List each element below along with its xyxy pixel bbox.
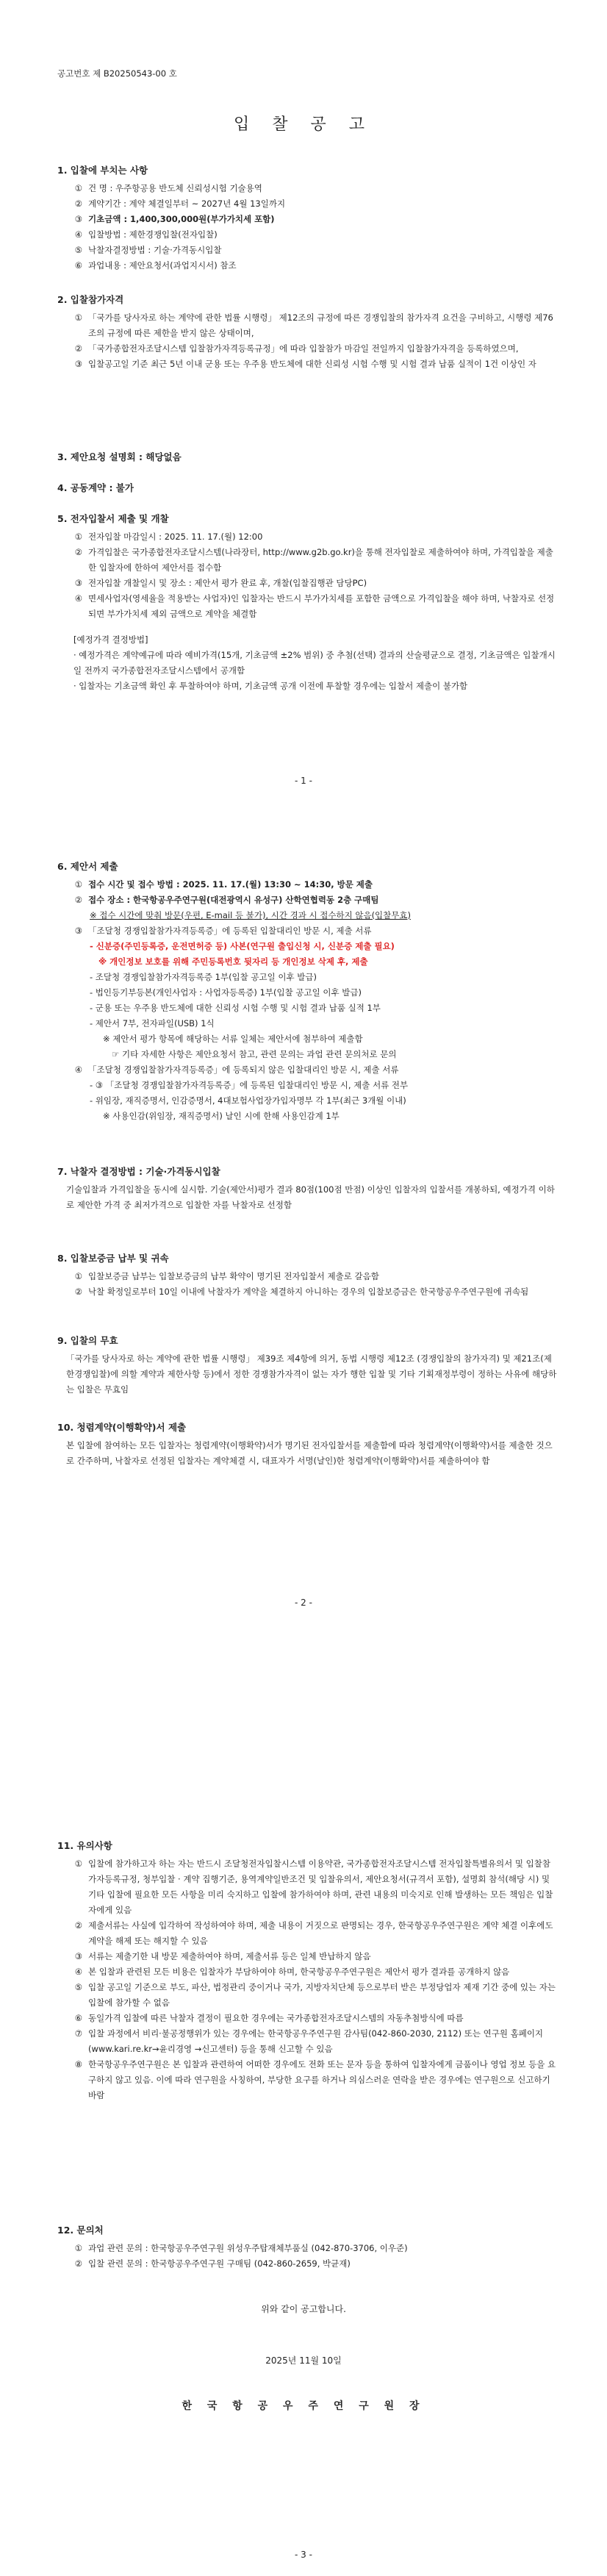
list-item: - 조달청 경쟁입찰참가자격등록증 1부(입찰 공고일 이후 발급) (90, 972, 317, 982)
note: ☞ 기타 자세한 사항은 제안요청서 참고, 관련 문의는 과업 관련 문의처로 문의 (112, 1049, 397, 1059)
document-title: 입 찰 공 고 (234, 115, 373, 134)
section-1 (57, 163, 557, 273)
section-6 (57, 859, 557, 1124)
list-item: ④ 본 입찰과 관련된 모든 비용은 입찰자가 부담하여야 하며, 한국항공우주연구원은 제안서 평가 결과를 공개하지 않음 (74, 1967, 510, 1977)
page-2 (0, 859, 607, 1717)
list-item: ② 계약기간 : 계약 체결일부터 ~ 2027년 4월 13일까지 (74, 198, 286, 209)
section-9-body: 「국가를 당사자로 하는 계약에 관한 법률 시행령」 제39조 제4항에 의거, 동법 시행령 제12조 (경쟁입찰의 참가자격) 및 제21조(제한경쟁입찰)에 의할 계약과 제한사항 등)에서 정한 경쟁참가자격이 없는 자가 행한 입찰 및 기타 기획재정부령이 정하는 사유에 해당하는 입찰은 무효임 (66, 1353, 557, 1395)
price-method-item: · 예정가격은 계약예규에 따라 예비가격(15개, 기초금액 ±2% 범위) 중 추첨(선택) 결과의 산술평균으로 결정, 기초금액은 입찰개시일 전까지 국가종합전자조달시스템에서 공개함 (73, 650, 556, 676)
list-item: ② 입찰 관련 문의 : 한국항공우주연구원 구매팀 (042-860-2659, 박균재) (74, 2258, 351, 2269)
list-item: ② 「국가종합전자조달시스템 입찰참가자격등록규정」에 따라 입찰참가 마감일 전일까지 입찰참가자격을 등록하였으며, (74, 343, 519, 354)
list-item: ③ 서류는 제출기한 내 방문 제출하여야 하며, 제출서류 등은 일체 반납하지 않음 (74, 1951, 371, 1961)
section-5 (57, 512, 557, 694)
list-item: ⑧ 한국항공우주연구원은 본 입찰과 관련하여 어떠한 경우에도 전화 또는 문자 등을 통하여 입찰자에게 금품이나 영업 정보 등을 요구하지 않고 있음. 이에 따라 연구원을 사칭하여, 부당한 요구를 하거나 의심스러운 연락을 받은 경우에는 연구원으로 신고하기 바람 (74, 2059, 556, 2100)
note: ※ 제안서 평가 항목에 해당하는 서류 일체는 제안서에 첨부하여 제출함 (103, 1034, 363, 1044)
list-item: ③ 기초금액 : 1,400,300,000원(부가가치세 포함) (74, 214, 275, 224)
list-item: - 위임장, 재직증명서, 인감증명서, 4대보험사업장가입자명부 각 1부(최근 3개월 이내) (90, 1095, 406, 1106)
list-item: - 법인등기부등본(개인사업자 : 사업자등록증) 1부(입찰 공고일 이후 발급) (90, 987, 362, 998)
section-7 (57, 1164, 557, 1213)
section-9-heading: 9. 입찰의 무효 (57, 1335, 118, 1346)
page-3 (0, 1717, 607, 2576)
section-3-heading: 3. 제안요청 설명회 : 해당없음 (57, 451, 182, 462)
section-7-heading: 7. 낙찰자 결정방법 : 기술·가격동시입찰 (57, 1166, 220, 1177)
list-item: ① 전자입찰 마감일시 : 2025. 11. 17.(월) 12:00 (74, 532, 263, 542)
section-6-heading: 6. 제안서 제출 (57, 861, 118, 872)
section-10-body: 본 입찰에 참여하는 모든 입찰자는 청렴계약(이행확약)서가 명기된 전자입찰서를 제출함에 따라 청렴계약(이행확약)서를 제출한 것으로 간주하며, 낙찰자로 선정된 입찰자는 계약체결 시, 대표자가 서명(날인)한 청렴계약(이행확약)서를 제출하여야 함 (66, 1440, 553, 1466)
section-11-heading: 11. 유의사항 (57, 1840, 112, 1851)
section-9 (57, 1334, 557, 1398)
list-item: - 군용 또는 우주용 반도체에 대한 신뢰성 시험 수행 및 시험 결과 납품 실적 1부 (90, 1003, 381, 1013)
list-item: ③ 「조달청 경쟁입찰참가자격등록증」에 등록된 입찰대리인 방문 시, 제출 서류 (74, 926, 372, 936)
section-12-heading: 12. 문의처 (57, 2225, 104, 2236)
section-2-heading: 2. 입찰참가자격 (57, 294, 124, 305)
section-5-heading: 5. 전자입찰서 제출 및 개찰 (57, 513, 169, 524)
list-item: ① 입찰보증금 납부는 입찰보증금의 납부 확약이 명기된 전자입찰서 제출로 갈음함 (74, 1271, 379, 1281)
closing-text: 위와 같이 공고합니다. (261, 2304, 346, 2314)
section-1-heading: 1. 입찰에 부치는 사항 (57, 165, 148, 176)
section-4-heading: 4. 공동계약 : 불가 (57, 482, 134, 493)
list-item: ① 건 명 : 우주항공용 반도체 신뢰성시험 기술용역 (74, 183, 262, 193)
list-item: ③ 입찰공고일 기준 최근 5년 이내 군용 또는 우주용 반도체에 대한 신뢰성 시험 수행 및 시험 결과 납품 실적이 1건 이상인 자 (74, 359, 536, 369)
section-3 (57, 450, 557, 468)
price-method-title: [예정가격 결정방법] (73, 634, 148, 645)
section-4 (57, 481, 557, 498)
issuer-name: 한 국 항 공 우 주 연 구 원 장 (182, 2400, 425, 2412)
section-11 (57, 1839, 557, 2103)
price-method-box (57, 632, 557, 694)
list-item: ③ 전자입찰 개찰일시 및 장소 : 제안서 평가 완료 후, 개찰(입찰집행관 담당PC) (74, 578, 367, 588)
price-method-item: · 입찰자는 기초금액 확인 후 투찰하여야 하며, 기초금액 공개 이전에 투찰할 경우에는 입찰서 제출이 불가함 (73, 681, 468, 691)
section-8-heading: 8. 입찰보증금 납부 및 귀속 (57, 1253, 169, 1264)
list-item: ⑤ 입찰 공고일 기준으로 부도, 파산, 법정관리 중이거나 국가, 지방자치단체 등으로부터 받은 부정당업자 제재 기간 중에 있는 자는 입찰에 참가할 수 없음 (74, 1982, 556, 2008)
page-number: - 2 - (295, 1598, 312, 1608)
list-item: ⑥ 과업내용 : 제안요청서(과업지시서) 참조 (74, 260, 237, 271)
list-item: ⑥ 동일가격 입찰에 따른 낙찰자 결정이 필요한 경우에는 국가종합전자조달시스템의 자동추첨방식에 따름 (74, 2013, 464, 2023)
list-item: ④ 면세사업자(영세율을 적용받는 사업자)인 입찰자는 반드시 부가가치세를 포함한 금액으로 가격입찰을 해야 하며, 낙찰자로 선정되면 부가가치세 제외 금액으로 계약을 체결함 (74, 593, 555, 619)
section-8 (57, 1251, 557, 1300)
list-item: ① 입찰에 참가하고자 하는 자는 반드시 조달청전자입찰시스템 이용약관, 국가종합전자조달시스템 전자입찰특별유의서 및 입찰참가자등록규정, 청부입찰 · 계약 집행기준, 용역계약일반조건 및 입찰유의서, 제안요청서(규격서 포함), 설명회 참석(해당 시) 및 기타 입찰에 필요한 모든 사항을 미리 숙지하고 입찰에 참가하여야 하며, 관련 내용의 미숙지로 인해 발생하는 모든 책임은 입찰자에게 있음 (74, 1858, 553, 1915)
note: ※ 접수 시간에 맞춰 방문(우편, E-mail 등 불가), 시간 경과 시 접수하지 않음(입찰무효) (90, 910, 411, 920)
list-item: ④ 입찰방법 : 제한경쟁입찰(전자입찰) (74, 229, 218, 240)
section-12 (57, 2223, 557, 2272)
list-item: ① 접수 시간 및 접수 방법 : 2025. 11. 17.(월) 13:30 ~ 14:30, 방문 제출 (74, 879, 373, 890)
list-item: ② 가격입찰은 국가종합전자조달시스템(나라장터, http://www.g2b.go.kr)을 통해 전자입찰로 제출하여야 하며, 가격입찰을 제출한 입찰자에 한하여 제안서를 접수함 (74, 547, 553, 573)
page-1 (0, 0, 607, 859)
list-item: ① 「국가를 당사자로 하는 계약에 관한 법률 시행령」 제12조의 규정에 따른 경쟁입찰의 참가자격 요건을 구비하고, 시행령 제76조의 규정에 따른 제한을 받지 않은 상태이며, (74, 312, 553, 338)
section-10-heading: 10. 청렴계약(이행확약)서 제출 (57, 1422, 187, 1433)
list-item: - 제안서 7부, 전자파일(USB) 1식 (90, 1018, 215, 1028)
section-2 (57, 293, 557, 372)
note: ※ 사용인감(위임장, 재직증명서) 날인 시에 한해 사용인감계 1부 (103, 1111, 340, 1121)
page-number: - 1 - (295, 776, 312, 786)
list-item: ⑤ 낙찰자결정방법 : 기술·가격동시입찰 (74, 245, 222, 255)
list-item: - ③ 「조달청 경쟁입찰참가자격등록증」에 등록된 입찰대리인 방문 시, 제출 서류 전부 (90, 1080, 409, 1090)
list-item: ② 제출서류는 사실에 입각하여 작성하여야 하며, 제출 내용이 거짓으로 판명되는 경우, 한국항공우주연구원은 계약 체결 이후에도 계약을 해제 또는 해지할 수 있음 (74, 1920, 553, 1946)
list-item: ④ 「조달청 경쟁입찰참가자격등록증」에 등록되지 않은 입찰대리인 방문 시, 제출 서류 (74, 1065, 399, 1075)
section-7-body: 기술입찰과 가격입찰을 동시에 실시함. 기술(제안서)평가 결과 80점(100점 만점) 이상인 입찰자의 입찰서를 개봉하되, 예정가격 이하로 제안한 가격 중 최저가격으로 입찰한 자를 낙찰자로 선정함 (66, 1184, 555, 1210)
page-number: - 3 - (295, 2550, 312, 2560)
list-item: ② 낙찰 확정일로부터 10일 이내에 낙찰자가 계약을 체결하지 아니하는 경우의 입찰보증금은 한국항공우주연구원에 귀속됨 (74, 1287, 529, 1297)
announcement-date: 2025년 11월 10일 (265, 2355, 342, 2366)
list-item: ① 과업 관련 문의 : 한국항공우주연구원 위성우주탑재체부품실 (042-870-3706, 이우준) (74, 2243, 408, 2253)
notice-number: 공고번호 제 B20250543-00 호 (57, 68, 177, 79)
note-red: ※ 개인정보 보호를 위해 주민등록번호 뒷자리 등 개인정보 삭제 후, 제출 (98, 956, 368, 967)
section-10 (57, 1420, 557, 1469)
note-red: - 신분증(주민등록증, 운전면허증 등) 사본(연구원 출입신청 시, 신분증 제출 필요) (90, 941, 395, 951)
list-item: ② 접수 장소 : 한국항공우주연구원(대전광역시 유성구) 산학연협력동 2층 구매팀 (74, 895, 379, 905)
list-item: ⑦ 입찰 과정에서 비리·불공정행위가 있는 경우에는 한국항공우주연구원 감사팀(042-860-2030, 2112) 또는 연구원 홈페이지(www.kari.re.kr→윤리경영 →신고센터) 등을 통해 신고할 수 있음 (74, 2028, 544, 2054)
